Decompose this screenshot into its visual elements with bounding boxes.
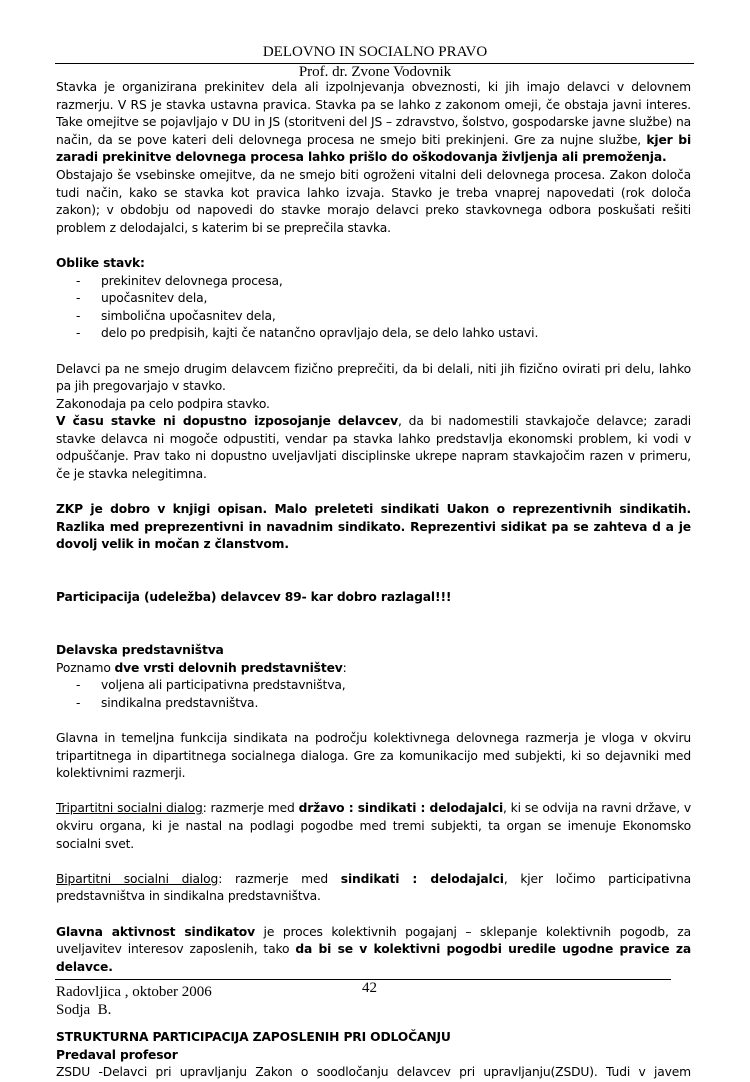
document-body [56, 79, 691, 1082]
list-item-text: prekinitev delovnega procesa, [101, 273, 283, 288]
paragraph-text: , ki se odvija na ravni države, v okviru organa, ki je nastal na podlagi pogodbe med tremi subjekti, ta organ se imenuje Ekonomsko socialni svet. [56, 801, 691, 851]
list-item [56, 695, 691, 713]
page-number: 42 [362, 980, 377, 996]
section-heading [56, 1029, 691, 1047]
spacer [56, 343, 691, 361]
emphasis-text: dve vrsti delovnih predstavništev [114, 660, 343, 675]
emphasis-text: sindikati : delodajalci [340, 871, 504, 886]
paragraph-union-activity [56, 924, 691, 977]
spacer [56, 783, 691, 801]
list-item-text: voljena ali participativna predstavništva, [101, 678, 346, 693]
emphasis-text: V času stavke ni dopustno izposojanje delavcev [56, 414, 399, 429]
representations-list [56, 677, 691, 712]
emphasis-text: ZKP je dobro v knjigi opisan. Malo preleteti sindikati Uakon o reprezentivnih sindikatih. Razlika med preprezentivni in navadnim sindikato. Reprezentivi sidikat pa se zahteva d a je dovolj velik in močan z članstvom. [56, 502, 691, 552]
spacer [56, 853, 691, 871]
header-title: DELOVNO IN SOCIALNO PRAVO [262, 44, 488, 60]
heading-text: Predaval profesor [56, 1047, 178, 1062]
dash-bullet: - [76, 695, 81, 710]
emphasis-text: kjer bi zaradi prekinitve delovnega procesa lahko prišlo do oškodovanja življenja ali premoženja. [56, 132, 692, 165]
paragraph-text: : razmerje med [218, 871, 341, 886]
section-subheading [56, 1047, 691, 1065]
list-item-text: sindikalna predstavništva. [101, 695, 259, 710]
dash-bullet: - [76, 291, 81, 306]
list-item [56, 273, 691, 291]
spacer [56, 554, 691, 589]
paragraph-strike-definition [56, 79, 691, 167]
paragraph-text: , da bi nadomestili stavkajoče delavce; zaradi stavke delavca ni mogoče odpustiti, vendar pa stavka lahko predstavlja ekonomski problem, ki vodi v odpuščanje. Prav tako ni dopustno uveljavljati disciplinske ukrepe napram stavkajočim razen v primeru, če je stavka nelegitimna. [56, 414, 692, 482]
spacer [56, 237, 691, 255]
paragraph-text: : [342, 660, 347, 675]
footer-place-date: Radovljica , oktober 2006 [56, 984, 212, 1000]
heading-text: Oblike stavk: [56, 255, 145, 270]
header-author: Prof. dr. Zvone Vodovnik [298, 64, 452, 80]
strike-forms-list [56, 273, 691, 343]
list-item [56, 308, 691, 326]
paragraph-text: Poznamo [56, 660, 115, 675]
emphasis-text: državo : sindikati : delodajalci [298, 801, 504, 816]
paragraph-text: Stavka je organizirana prekinitev dela ali izpolnjevanja obveznosti, ki jih imajo delavci v delovnem razmerju. V RS je stavka ustavna pravica. Stavka pa se lahko z zakonom omeji, če obstaja javni interes. Take omejitve se pojavljajo v DU in JS (storitveni del JS – zdravstvo, šolstvo, gospodarske javne službe) na način, da se pove kateri deli delovnega procesa ne smejo biti prekinjeni. Gre za nujne službe, [56, 80, 691, 147]
list-item [56, 677, 691, 695]
term-underlined: Bipartitni socialni dialog [56, 871, 219, 886]
dash-bullet: - [76, 308, 81, 323]
emphasis-text: Glavna aktivnost sindikatov [56, 924, 255, 939]
representations-heading [56, 642, 691, 660]
list-item [56, 325, 691, 343]
paragraph-union-function: Glavna in temeljna funkcija sindikata na področju kolektivnega delovnega razmerja je vloga v okviru tripartitnega in dipartitnega socialnega dialoga. Gre za komunikacijo med subjekti, ki so dejavniki med kolektivnimi razmerji. [56, 730, 691, 781]
dash-bullet: - [76, 678, 81, 693]
footer-info [56, 983, 212, 1019]
representations-intro [56, 660, 691, 678]
list-item-text: simbolična upočasnitev dela, [101, 308, 276, 323]
paragraph-participation-note [56, 589, 691, 607]
paragraph-bipartite-dialog [56, 871, 691, 906]
paragraph-physical-obstruction: Delavci pa ne smejo drugim delavcem fizično preprečiti, da bi delali, niti jih fizično ovirati pri delu, lahko pa jih pregovarjajo v stavko. [56, 361, 691, 394]
paragraph-text: , kjer ločimo participativna predstavništva in sindikalna predstavništva. [56, 871, 691, 904]
list-item [56, 290, 691, 308]
paragraph-text: je proces kolektivnih pogajanj – sklepanje kolektivnih pogodb, za uveljavitev interesov zaposlenih, tako [56, 924, 692, 957]
paragraph-text: : razmerje med [202, 801, 299, 816]
paragraph-zkp-note [56, 501, 691, 554]
footer-author: Sodja B. [56, 1002, 112, 1018]
paragraph-tripartite-dialog [56, 800, 691, 853]
paragraph-legislation-support: Zakonodaja pa celo podpira stavko. [56, 396, 270, 411]
spacer [56, 712, 691, 730]
spacer [56, 484, 691, 502]
spacer [56, 906, 691, 924]
list-item-text: delo po predpisih, kajti če natančno opravljajo dela, se delo lahko ustavi. [101, 326, 539, 341]
emphasis-text: Participacija (udeležba) delavcev 89- kar dobro razlagal!!! [56, 590, 452, 605]
emphasis-text: da bi se v kolektivni pogodbi uredile ugodne pravice za delavce. [56, 942, 691, 974]
dash-bullet: - [76, 326, 81, 341]
paragraph-zsdu: ZSDU -Delavci pri upravljanju Zakon o soodločanju delavcev pri upravljanju(ZSDU). Tudi v javem [56, 1065, 691, 1080]
dash-bullet: - [76, 273, 81, 288]
term-underlined: Tripartitni socialni dialog [56, 801, 203, 816]
paragraph-worker-lending [56, 413, 691, 483]
list-item-text: upočasnitev dela, [101, 291, 208, 306]
strike-forms-heading [56, 255, 691, 273]
heading-text: STRUKTURNA PARTICIPACIJA ZAPOSLENIH PRI ODLOČANJU [56, 1030, 451, 1045]
spacer [56, 607, 691, 642]
heading-text: Delavska predstavništva [56, 643, 224, 657]
paragraph-strike-limits: Obstajajo še vsebinske omejitve, da ne smejo biti ogroženi vitalni deli delovnega procesa. Zakon določa tudi način, kako se stavka kot pravica lahko izvaja. Stavko je treba vnaprej napovedati (rok določa zakon); v obdobju od napovedi do stavke morajo delavci preko stavkovnega odbora poskušati rešiti problem z delodajalci, s katerim bi se preprečila stavka. [56, 167, 691, 235]
